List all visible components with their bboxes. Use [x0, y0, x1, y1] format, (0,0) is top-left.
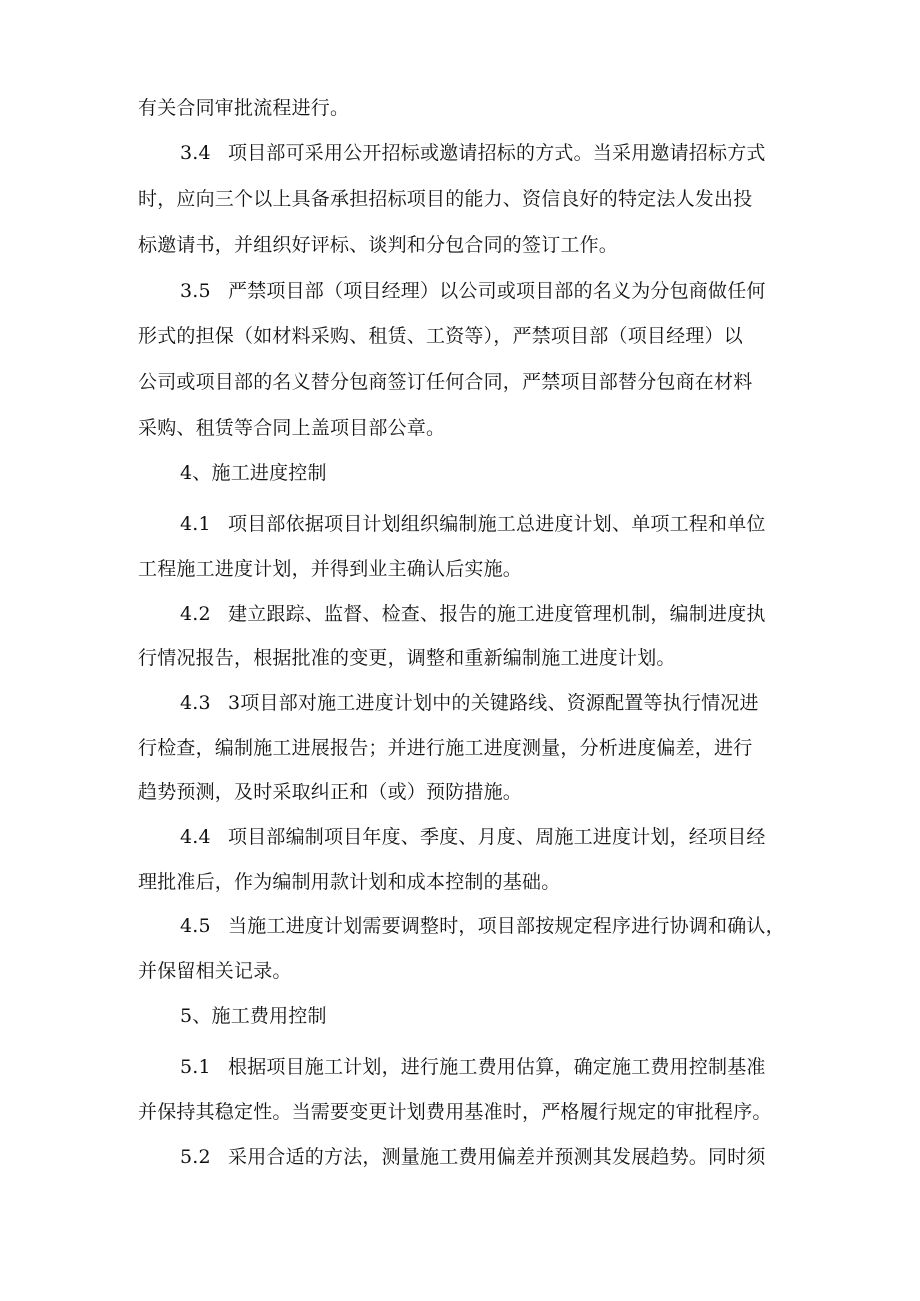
- paragraph-line: 形式的担保（如材料采购、租赁、工资等），严禁项目部（项目经理）以: [138, 325, 743, 347]
- paragraph-line: 工程施工进度计划，并得到业主确认后实施。: [138, 558, 523, 580]
- paragraph-5-2-first-line: 5.2 采用合适的方法，测量施工费用偏差并预测其发展趋势。同时须: [180, 1146, 766, 1168]
- section-heading-4: 4、施工进度控制: [180, 462, 327, 484]
- paragraph-line: 标邀请书，并组织好评标、谈判和分包合同的签订工作。: [138, 234, 619, 256]
- clause-number: 4.5: [180, 915, 211, 937]
- paragraph-4-5-first-line: 4.5 当施工进度计划需要调整时，项目部按规定程序进行协调和确认，: [180, 915, 785, 937]
- paragraph-4-1-first-line: 4.1 项目部依据项目计划组织编制施工总进度计划、单项工程和单位: [180, 513, 766, 535]
- paragraph-line: 趋势预测，及时采取纠正和（或）预防措施。: [138, 781, 523, 803]
- paragraph-line: 行检查，编制施工进展报告；并进行施工进度测量，分析进度偏差，进行: [138, 737, 753, 759]
- paragraph-line: 并保留相关记录。: [138, 960, 292, 982]
- paragraph-line: 采购、租赁等合同上盖项目部公章。: [138, 417, 446, 439]
- section-heading-5: 5、施工费用控制: [180, 1005, 327, 1027]
- clause-number: 3.4: [180, 142, 211, 164]
- paragraph-4-4-first-line: 4.4 项目部编制项目年度、季度、月度、周施工进度计划，经项目经: [180, 826, 766, 848]
- paragraph-line: 时，应向三个以上具备承担招标项目的能力、资信良好的特定法人发出投: [138, 188, 753, 210]
- paragraph-4-3-first-line: 4.3 3项目部对施工进度计划中的关键路线、资源配置等执行情况进: [180, 692, 759, 714]
- paragraph-4-2-first-line: 4.2 建立跟踪、监督、检查、报告的施工进度管理机制，编制进度执: [180, 603, 766, 625]
- clause-number: 4.4: [180, 826, 211, 848]
- clause-number: 4.1: [180, 513, 211, 535]
- paragraph-line: 公司或项目部的名义替分包商签订任何合同，严禁项目部替分包商在材料: [138, 371, 753, 393]
- paragraph-line: 理批准后，作为编制用款计划和成本控制的基础。: [138, 871, 561, 893]
- clause-number: 3.5: [180, 280, 211, 302]
- clause-number: 5.1: [180, 1056, 211, 1078]
- clause-number: 4.2: [180, 603, 211, 625]
- clause-number: 5.2: [180, 1146, 211, 1168]
- paragraph-line: 有关合同审批流程进行。: [138, 97, 350, 119]
- clause-number: 4.3: [180, 692, 211, 714]
- paragraph-line: 行情况报告，根据批准的变更，调整和重新编制施工进度计划。: [138, 647, 676, 669]
- paragraph-line: 并保持其稳定性。当需要变更计划费用基准时，严格履行规定的审批程序。: [138, 1101, 772, 1123]
- paragraph-5-1-first-line: 5.1 根据项目施工计划，进行施工费用估算，确定施工费用控制基准: [180, 1056, 766, 1078]
- paragraph-3-5-first-line: 3.5 严禁项目部（项目经理）以公司或项目部的名义为分包商做任何: [180, 280, 766, 302]
- paragraph-3-4-first-line: 3.4 项目部可采用公开招标或邀请招标的方式。当采用邀请招标方式: [180, 142, 766, 164]
